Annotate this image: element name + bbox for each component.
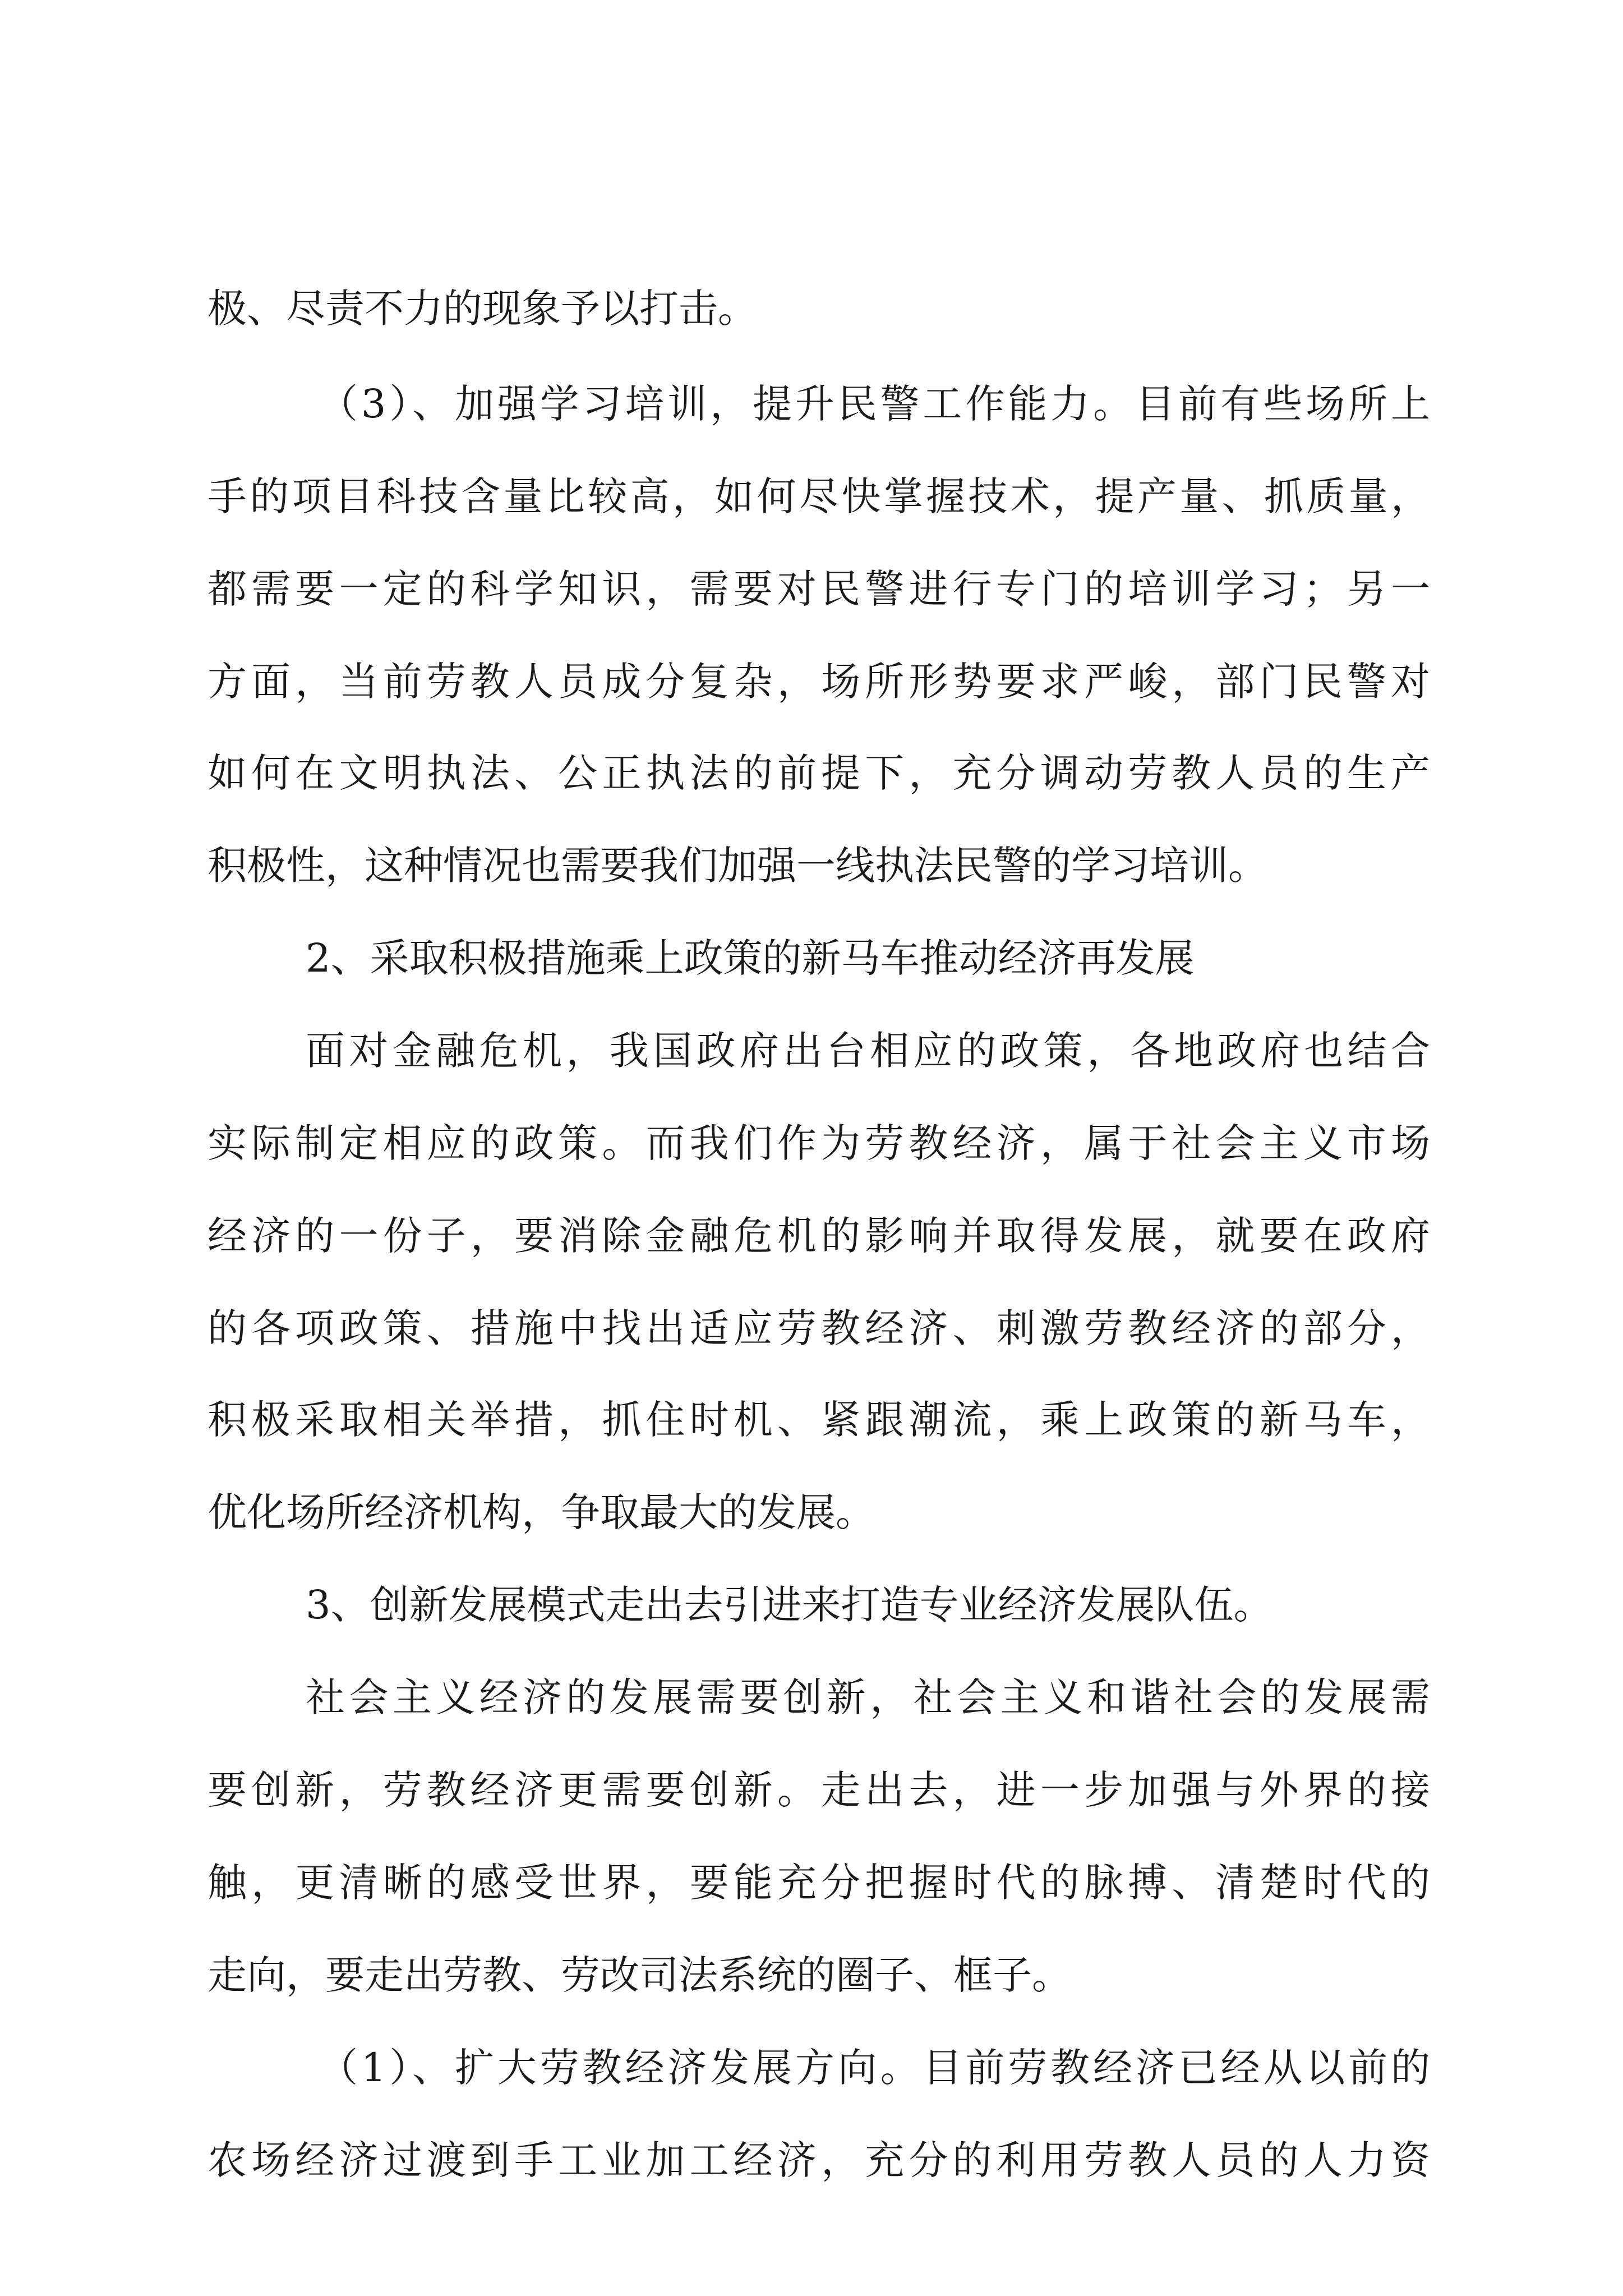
- section-heading-2: 2、采取积极措施乘上政策的新马车推动经济再发展: [306, 935, 1195, 981]
- text-line-6: 如何在文明执法、公正执法的前提下，充分调动劳教人员的生产: [208, 750, 1430, 796]
- text-line-20: （1）、扩大劳教经济发展方向。目前劳教经济已经从以前的: [319, 2045, 1430, 2091]
- text-line-4: 都需要一定的科学知识，需要对民警进行专门的培训学习；另一: [208, 566, 1430, 612]
- text-line-14: 优化场所经济机构，争取最大的发展。: [208, 1489, 875, 1535]
- text-line-9: 面对金融危机，我国政府出台相应的政策，各地政府也结合: [306, 1028, 1430, 1074]
- text-line-12: 的各项政策、措施中找出适应劳教经济、刺激劳教经济的部分，: [208, 1305, 1430, 1351]
- text-line-18: 触，更清晰的感受世界，要能充分把握时代的脉搏、清楚时代的: [208, 1860, 1430, 1906]
- text-line-21: 农场经济过渡到手工业加工经济，充分的利用劳教人员的人力资: [208, 2137, 1430, 2183]
- text-line-3: 手的项目科技含量比较高，如何尽快掌握技术，提产量、抓质量，: [208, 473, 1430, 519]
- text-line-11: 经济的一份子，要消除金融危机的影响并取得发展，就要在政府: [208, 1213, 1430, 1259]
- text-line-16: 社会主义经济的发展需要创新，社会主义和谐社会的发展需: [306, 1674, 1430, 1720]
- text-line-13: 积极采取相关举措，抓住时机、紧跟潮流，乘上政策的新马车，: [208, 1397, 1430, 1443]
- text-line-17: 要创新，劳教经济更需要创新。走出去，进一步加强与外界的接: [208, 1767, 1430, 1813]
- text-line-7: 积极性，这种情况也需要我们加强一线执法民警的学习培训。: [208, 843, 1267, 889]
- text-line-1: 极、尽责不力的现象予以打击。: [208, 286, 757, 332]
- text-line-19: 走向，要走出劳教、劳改司法系统的圈子、框子。: [208, 1952, 1071, 1998]
- text-line-10: 实际制定相应的政策。而我们作为劳教经济，属于社会主义市场: [208, 1120, 1430, 1166]
- text-line-2: （3）、加强学习培训，提升民警工作能力。目前有些场所上: [319, 381, 1430, 427]
- section-heading-3: 3、创新发展模式走出去引进来打造专业经济发展队伍。: [306, 1582, 1273, 1628]
- text-line-5: 方面，当前劳教人员成分复杂，场所形势要求严峻，部门民警对: [208, 659, 1430, 705]
